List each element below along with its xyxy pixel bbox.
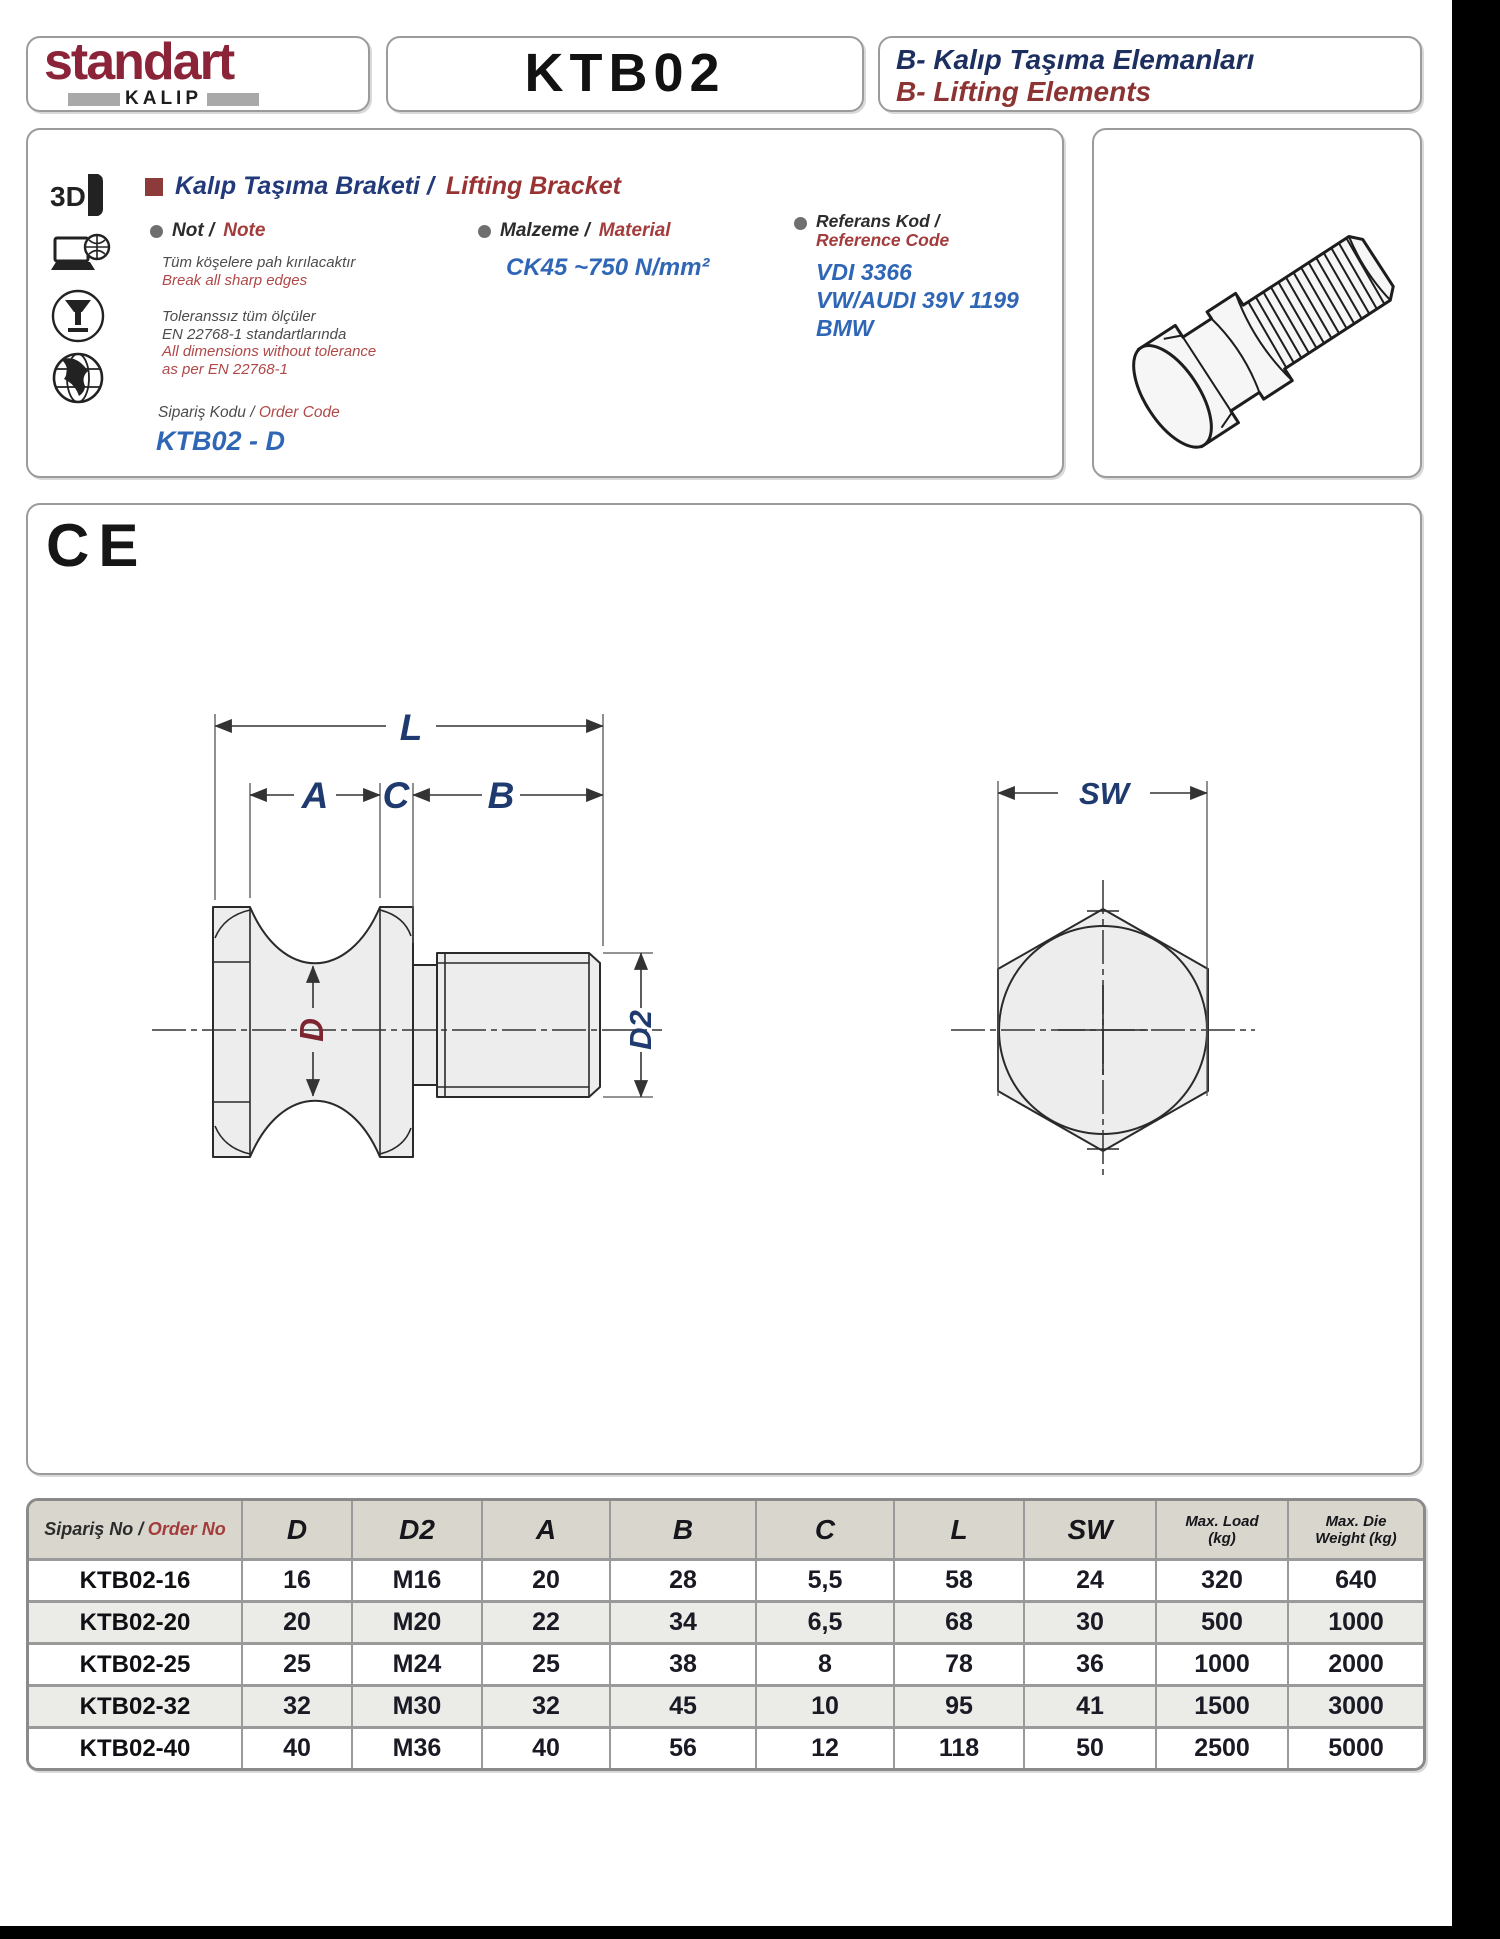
cell-value: 25 <box>483 1645 611 1687</box>
order-code-label <box>158 404 340 422</box>
table-row <box>29 1603 1423 1645</box>
title-square-icon <box>145 178 163 196</box>
col-header-sw: SW <box>1025 1501 1157 1561</box>
note-2-tr2: EN 22768-1 standartlarında <box>162 325 347 343</box>
reference-label <box>794 212 949 250</box>
product-code: KTB02 <box>524 43 726 103</box>
dim-label-D2: D2 <box>623 1010 658 1050</box>
col-header-b: B <box>611 1501 757 1561</box>
reference-value: BMW <box>816 315 874 341</box>
cell-value: 38 <box>611 1645 757 1687</box>
bullet-icon <box>478 225 491 238</box>
ce-mark: CE <box>46 512 148 579</box>
reference-value: VDI 3366 <box>816 259 912 285</box>
logo-bar-left-icon <box>68 93 120 106</box>
cell-value: 22 <box>483 1603 611 1645</box>
category-title-en: B- Lifting Elements <box>896 76 1152 107</box>
cell-value: 20 <box>243 1603 353 1645</box>
spec-table <box>26 1498 1426 1771</box>
cell-order-no: KTB02-40 <box>29 1729 243 1768</box>
dim-label-L: L <box>399 707 423 748</box>
cell-value: M24 <box>353 1645 483 1687</box>
reference-value: VW/AUDI 39V 1199 <box>816 287 1019 313</box>
cell-value: 50 <box>1025 1729 1157 1768</box>
dimension-drawing <box>26 503 1422 1475</box>
cell-value: 78 <box>895 1645 1025 1687</box>
cell-value: 24 <box>1025 1561 1157 1603</box>
cell-value: 1500 <box>1157 1687 1289 1729</box>
order-code-label-en: Order Code <box>258 404 340 421</box>
material-label <box>478 220 671 242</box>
cell-value: 45 <box>611 1687 757 1729</box>
brand-subtitle-row <box>68 88 259 110</box>
cell-value: 500 <box>1157 1603 1289 1645</box>
cell-value: 34 <box>611 1603 757 1645</box>
cell-value: 41 <box>1025 1687 1157 1729</box>
note-2-tr1: Toleranssız tüm ölçüler <box>162 308 316 325</box>
bullet-icon <box>150 225 163 238</box>
product-3d-image <box>1094 130 1420 476</box>
globe-icon <box>50 350 106 406</box>
material-value: CK45 ~750 N/mm² <box>506 254 710 281</box>
cell-value: 5,5 <box>757 1561 895 1603</box>
cell-value: 12 <box>757 1729 895 1768</box>
dim-label-SW: SW <box>1079 776 1129 811</box>
note-1-tr: Tüm köşelere pah kırılacaktır <box>162 254 356 271</box>
logo-bar-right-icon <box>207 93 259 106</box>
col-header-max-die-weight: Max. Die Weight (kg) <box>1289 1501 1423 1561</box>
col-header-d: D <box>243 1501 353 1561</box>
col-header-l: L <box>895 1501 1025 1561</box>
col-header-max-load: Max. Load (kg) <box>1157 1501 1289 1561</box>
product-code-box <box>386 36 864 112</box>
cell-value: 118 <box>895 1729 1025 1768</box>
order-code-value: KTB02 - D <box>156 426 286 456</box>
section-title-en: Lifting Bracket <box>445 172 621 200</box>
spec-table-grid <box>29 1501 1423 1768</box>
section-title-tr: Kalıp Taşıma Braketi / <box>175 172 434 200</box>
cell-value: 30 <box>1025 1603 1157 1645</box>
cell-value: 8 <box>757 1645 895 1687</box>
dim-label-B: B <box>487 775 515 816</box>
cell-value: M30 <box>353 1687 483 1729</box>
col-header-c: C <box>757 1501 895 1561</box>
technical-drawing-box <box>26 503 1422 1475</box>
reference-label-tr: Referans Kod / <box>816 211 940 231</box>
laptop-globe-icon <box>50 232 112 284</box>
part-threaded-shaft <box>437 953 600 1097</box>
cell-value: 10 <box>757 1687 895 1729</box>
col-header-d2: D2 <box>353 1501 483 1561</box>
cell-value: 320 <box>1157 1561 1289 1603</box>
note-label-en: Note <box>223 220 266 241</box>
part-shaft-nub <box>413 965 437 1085</box>
cell-value: 36 <box>1025 1645 1157 1687</box>
cell-value: 28 <box>611 1561 757 1603</box>
note-label <box>150 220 265 242</box>
table-row <box>29 1687 1423 1729</box>
cell-value: 40 <box>243 1729 353 1768</box>
cell-value: M16 <box>353 1561 483 1603</box>
table-row <box>29 1561 1423 1603</box>
cell-value: 32 <box>483 1687 611 1729</box>
cell-value: 20 <box>483 1561 611 1603</box>
info-panel <box>26 128 1064 478</box>
order-code-label-tr: Sipariş Kodu / <box>158 404 255 421</box>
cell-value: 56 <box>611 1729 757 1768</box>
cell-value: 1000 <box>1157 1645 1289 1687</box>
cell-order-no: KTB02-20 <box>29 1603 243 1645</box>
table-header-row <box>29 1501 1423 1561</box>
cell-value: 640 <box>1289 1561 1423 1603</box>
reference-values <box>816 258 1019 342</box>
product-image-box <box>1092 128 1422 478</box>
note-2-en2: as per EN 22768-1 <box>162 360 288 378</box>
cell-value: 32 <box>243 1687 353 1729</box>
cell-value: 1000 <box>1289 1603 1423 1645</box>
cell-value: 25 <box>243 1645 353 1687</box>
dim-label-A: A <box>301 775 329 816</box>
note-1 <box>162 254 355 289</box>
cell-value: 16 <box>243 1561 353 1603</box>
mold-tool-icon <box>50 288 106 344</box>
cell-value: 3000 <box>1289 1687 1423 1729</box>
note-label-tr: Not / <box>172 220 215 241</box>
cell-value: 95 <box>895 1687 1025 1729</box>
cell-order-no: KTB02-32 <box>29 1687 243 1729</box>
cell-value: 6,5 <box>757 1603 895 1645</box>
cell-value: 58 <box>895 1561 1025 1603</box>
brand-subtitle: KALIP <box>125 88 202 109</box>
cell-value: 2000 <box>1289 1645 1423 1687</box>
cell-value: M20 <box>353 1603 483 1645</box>
table-row <box>29 1729 1423 1768</box>
3d-view-icon <box>50 168 108 224</box>
section-title <box>145 172 621 201</box>
cell-value: M36 <box>353 1729 483 1768</box>
reference-label-en: Reference Code <box>816 230 950 250</box>
brand-name: standart <box>44 33 234 91</box>
note-2-en1: All dimensions without tolerance <box>162 343 377 360</box>
col-header-a: A <box>483 1501 611 1561</box>
category-title-tr: B- Kalıp Taşıma Elemanları <box>896 44 1255 75</box>
note-2 <box>162 308 376 378</box>
cell-value: 40 <box>483 1729 611 1768</box>
cell-value: 68 <box>895 1603 1025 1645</box>
material-label-tr: Malzeme / <box>500 220 590 241</box>
material-label-en: Material <box>598 220 671 241</box>
col-header-order-no: Sipariş No / Order No <box>29 1501 243 1561</box>
cell-value: 5000 <box>1289 1729 1423 1768</box>
table-row <box>29 1645 1423 1687</box>
dim-label-D: D <box>293 1018 330 1042</box>
dim-label-C: C <box>382 775 410 816</box>
note-1-en: Break all sharp edges <box>162 271 308 289</box>
cell-order-no: KTB02-16 <box>29 1561 243 1603</box>
cell-value: 2500 <box>1157 1729 1289 1768</box>
svg-text:3D: 3D <box>50 181 86 212</box>
cell-order-no: KTB02-25 <box>29 1645 243 1687</box>
category-box <box>878 36 1422 112</box>
bullet-icon <box>794 217 807 230</box>
brand-logo-box <box>26 33 370 112</box>
